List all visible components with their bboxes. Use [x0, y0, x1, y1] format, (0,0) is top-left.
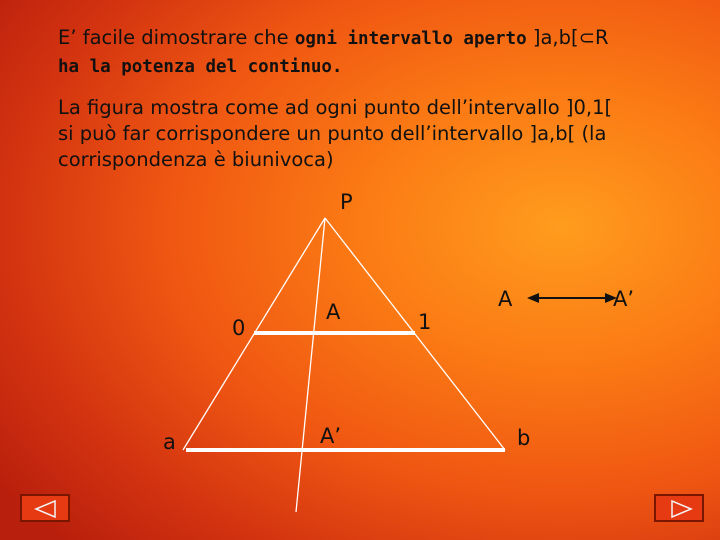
- label-P: P: [340, 190, 353, 214]
- interval-ab: ]a,b[: [526, 26, 579, 49]
- label-0: 0: [232, 316, 246, 340]
- label-A: A: [326, 300, 341, 324]
- paragraph-line-2: si può far corrispondere un punto dell’intervallo ]a,b[ (la: [58, 122, 607, 145]
- label-A-prime: A’: [320, 424, 342, 448]
- projection-line: [296, 218, 325, 512]
- label-1: 1: [418, 310, 432, 334]
- next-slide-button[interactable]: [654, 494, 704, 522]
- intro-text: E’ facile dimostrare che: [58, 26, 295, 49]
- triangle-left-icon: [22, 496, 72, 524]
- subset-symbol: ⊂: [578, 26, 595, 49]
- arrow-head-left-icon: [527, 293, 539, 303]
- label-A-prime-right: A’: [613, 287, 635, 311]
- real-set: R: [594, 26, 609, 49]
- intro-bold-text: ogni intervallo aperto: [294, 29, 527, 49]
- label-a: a: [163, 430, 176, 454]
- triangle-right-icon: [656, 496, 706, 524]
- label-A-right: A: [498, 287, 513, 311]
- paragraph-line-1: La figura mostra come ad ogni punto dell’intervallo ]0,1[: [58, 96, 613, 119]
- previous-slide-button[interactable]: [20, 494, 70, 522]
- intro-line-2: ha la potenza del continuo.: [58, 57, 343, 77]
- paragraph-line-3: corrispondenza è biunivoca): [58, 148, 334, 171]
- label-b: b: [517, 426, 531, 450]
